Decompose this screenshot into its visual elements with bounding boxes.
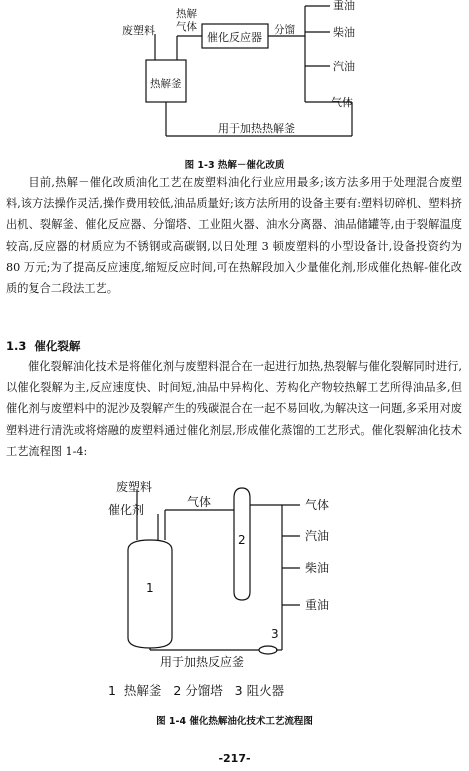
fig2-out-diesel-label: 柴油 xyxy=(305,561,330,575)
section-number: 1.3 xyxy=(6,339,27,353)
fig1-fractionation-label: 分馏 xyxy=(274,24,295,36)
page-number: -217- xyxy=(218,752,251,765)
paragraph-1 xyxy=(6,172,462,299)
fig1-gas-label: 气体 xyxy=(331,96,353,109)
fig2-out-heavy-label: 重油 xyxy=(305,598,330,612)
fig1-waste-plastic-label: 废塑料 xyxy=(122,24,155,37)
fig2-waste-plastic-label: 废塑料 xyxy=(116,480,153,494)
fig2-vessel-2-label: 2 xyxy=(238,533,246,547)
fig2-vessel-1-label: 1 xyxy=(146,581,154,595)
fig1-reactor-label: 催化反应器 xyxy=(207,31,262,44)
paragraph-2 xyxy=(6,356,462,462)
fig1-heating-label: 用于加热热解釜 xyxy=(218,122,295,135)
fig2-heating-label: 用于加热反应釜 xyxy=(160,655,245,669)
fig1-heavy-oil-label: 重油 xyxy=(333,0,355,12)
fig1-kettle-label: 热解釜 xyxy=(150,78,182,90)
fig2-catalyst-label: 催化剂 xyxy=(108,503,145,517)
vessel-3-flame-arrester xyxy=(259,646,277,654)
section-heading xyxy=(6,338,80,354)
section-title: 催化裂解 xyxy=(34,339,81,353)
fig1-pyrolysis-gas-label: 热解 xyxy=(176,8,197,20)
fig1-gasoline-label: 汽油 xyxy=(333,60,355,73)
paragraph-2-text: 催化裂解油化技术是将催化剂与废塑料混合在一起进行加热,热裂解与催化裂解同时进行,以催化裂解为主,反应速度快、时间短,油品中异构化、芳构化产物较热解工艺所得油品多,但催化剂与废塑料中的泥沙及裂解产生的残碳混合在一起不易回收,为解决这一问题,多采用对废塑料进行清洗或将熔融的废塑料通过催化剂层,形成催化蒸馏的工艺形式。催化裂解油化技术工艺流程图 1-4: xyxy=(6,360,462,458)
figure-1-3-caption: 图 1-3 热解－催化改质 xyxy=(184,160,285,171)
fig2-out-gasoline-label: 汽油 xyxy=(305,529,330,543)
paragraph-1-text: 目前,热解－催化改质油化工艺在废塑料油化行业应用最多;该方法多用于处理混合废塑料,该方法操作灵活,操作费用较低,油品质量好;该方法所用的设备主要有:塑料切碎机、塑料挤出机、裂解釜、催化反应器、分馏塔、工业阻火器、油水分离器、油品储罐等,由于裂解温度较高,反应器的材质应为不锈钢或高碳钢,以日处理 3 顿废塑料的小型设备计,设备投资约为 80 万元;为了提高反应速度,缩短反应时间,可在热解段加入少量催化剂,形成催化热解-催化改质的复合二段法工艺。 xyxy=(6,176,462,296)
fig1-diesel-label: 柴油 xyxy=(333,26,355,39)
fig2-vessel-3-label: 3 xyxy=(271,627,279,641)
fig2-gas-flow-label: 气体 xyxy=(187,495,212,509)
fig1-pyrolysis-gas-label-2: 气体 xyxy=(176,21,197,33)
fig2-out-gas-label: 气体 xyxy=(305,498,330,512)
figure-1-4-caption: 图 1-4 催化热解油化技术工艺流程图 xyxy=(156,716,313,727)
fig2-legend: 1 热解釜 2 分馏塔 3 阻火器 xyxy=(108,683,285,698)
